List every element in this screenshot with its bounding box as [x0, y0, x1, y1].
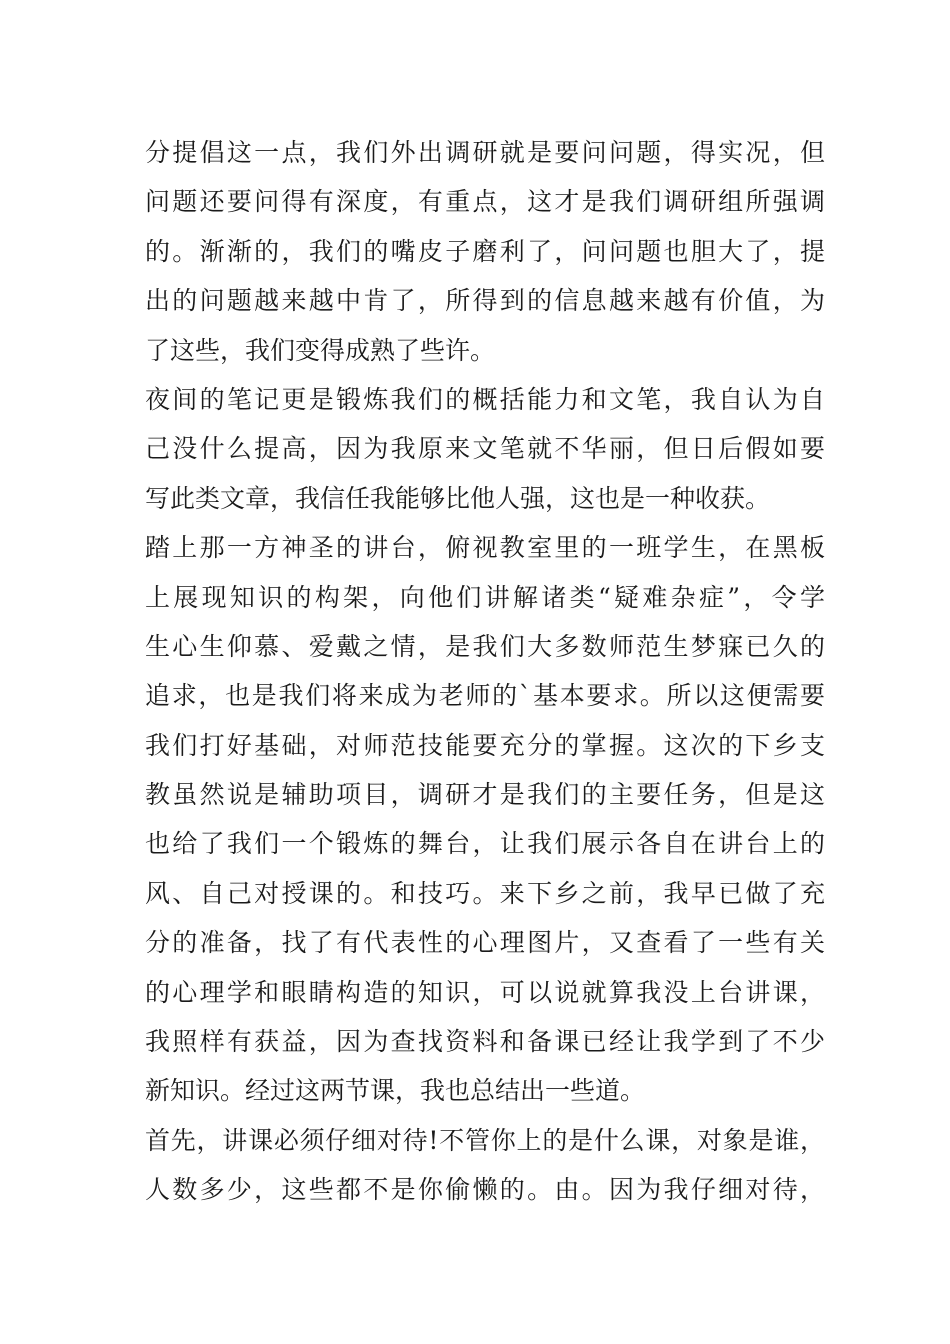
text-line: 问题还要问得有深度，有重点，这才是我们调研组所强调	[145, 187, 825, 217]
text-line: 夜间的笔记更是锻炼我们的概括能力和文笔，我自认为自	[145, 384, 825, 414]
text-line: 教虽然说是辅助项目，调研才是我们的主要任务，但是这	[145, 780, 825, 810]
text-line: 上展现知识的构架，向他们讲解诸类“疑难杂症”，令学	[145, 582, 825, 612]
text-line: 的。渐渐的，我们的嘴皮子磨利了，问问题也胆大了，提	[145, 236, 825, 266]
text-line: 首先，讲课必须仔细对待!不管你上的是什么课，对象是谁，	[145, 1125, 825, 1155]
text-line: 了这些，我们变得成熟了些许。	[145, 335, 496, 365]
text-line: 新知识。经过这两节课，我也总结出一些道。	[145, 1076, 646, 1106]
text-line: 写此类文章，我信任我能够比他人强，这也是一种收获。	[145, 483, 771, 513]
text-line: 风、自己对授课的。和技巧。来下乡之前，我早已做了充	[145, 878, 825, 908]
text-line: 追求，也是我们将来成为老师的`基本要求。所以这便需要	[145, 681, 825, 711]
text-line: 踏上那一方神圣的讲台，俯视教室里的一班学生，在黑板	[145, 533, 825, 563]
text-line: 也给了我们一个锻炼的舞台，让我们展示各自在讲台上的	[145, 829, 825, 859]
text-line: 生心生仰慕、爱戴之情，是我们大多数师范生梦寐已久的	[145, 631, 825, 661]
body-text	[145, 128, 825, 1215]
text-line: 的心理学和眼睛构造的知识，可以说就算我没上台讲课，	[145, 977, 825, 1007]
text-line: 分的准备，找了有代表性的心理图片，又查看了一些有关	[145, 928, 825, 958]
text-line: 己没什么提高，因为我原来文笔就不华丽，但日后假如要	[145, 434, 825, 464]
text-line: 人数多少，这些都不是你偷懒的。由。因为我仔细对待，	[145, 1175, 825, 1205]
text-line: 出的问题越来越中肯了，所得到的信息越来越有价值，为	[145, 286, 825, 316]
text-line: 分提倡这一点，我们外出调研就是要问问题，得实况，但	[145, 138, 825, 167]
text-line: 我们打好基础，对师范技能要充分的掌握。这次的下乡支	[145, 730, 825, 760]
text-line: 我照样有获益，因为查找资料和备课已经让我学到了不少	[145, 1027, 825, 1057]
